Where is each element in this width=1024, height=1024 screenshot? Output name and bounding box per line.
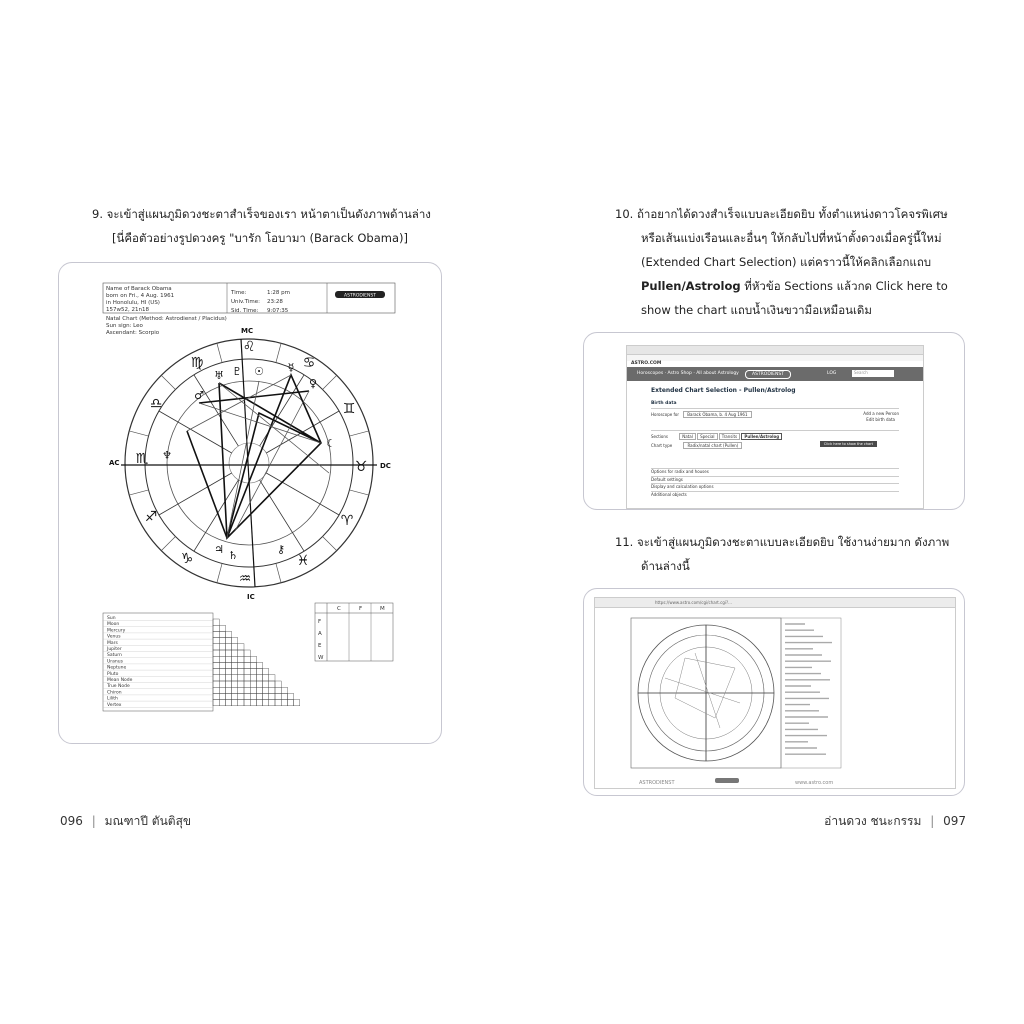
screenshot-detailed-chart — [583, 588, 965, 796]
sign-divider — [161, 375, 175, 389]
aspect-cell — [225, 675, 231, 681]
aspect-cell — [219, 650, 225, 656]
sign-divider — [161, 537, 175, 551]
aspect-cell — [232, 700, 238, 706]
tab-pullen-astrolog[interactable]: Pullen/Astrolog — [741, 433, 782, 440]
scorpio-icon: ♏ — [135, 451, 149, 467]
browser-tabbar — [627, 346, 923, 355]
aspect-cell — [213, 687, 219, 693]
aspect-cell — [287, 700, 293, 706]
aspect-cell — [219, 669, 225, 675]
aspect-cell — [213, 669, 219, 675]
display-options-link[interactable]: Display and calculation options — [651, 483, 899, 491]
browser-window — [626, 345, 924, 509]
aspect-cell — [213, 675, 219, 681]
aspect-cell — [232, 681, 238, 687]
sign-divider — [349, 431, 368, 436]
step-line: ที่หัวข้อ Sections แล้วกด Click here to — [740, 279, 948, 293]
aspect-cell — [213, 650, 219, 656]
aspect-cell — [219, 638, 225, 644]
options-list — [651, 468, 899, 498]
running-title-right: อ่านดวง ชนะกรรม — [824, 814, 922, 828]
aspect-cell — [232, 644, 238, 650]
aspect-cell — [256, 687, 262, 693]
aspect-cell — [238, 675, 244, 681]
aspect-cell — [263, 700, 269, 706]
aspect-cell — [219, 693, 225, 699]
aspect-cell — [244, 675, 250, 681]
aspect-cell — [244, 650, 250, 656]
aspect-cell — [213, 625, 219, 631]
step-line: หรือเส้นแบ่งเรือนและอื่นๆ ให้กลับไปที่หน้าตั้งดวงเมื่อครู่นี้ใหม่ — [641, 231, 942, 245]
step-bold: Pullen/Astrolog — [641, 279, 741, 293]
aspect-cell — [244, 681, 250, 687]
aspect-cell — [232, 662, 238, 668]
aspect-cell — [238, 681, 244, 687]
aspect-cell — [238, 644, 244, 650]
aspect-cell — [256, 700, 262, 706]
aspect-cell — [225, 631, 231, 637]
aspect-cell — [269, 687, 275, 693]
site-logo: ASTRODIENST — [745, 370, 791, 379]
aspect-cell — [213, 662, 219, 668]
header-sid-label: Sid. Time: — [231, 308, 259, 314]
planet-row-label: Lilith — [107, 696, 118, 702]
aspect-cell — [225, 669, 231, 675]
sign-divider — [276, 563, 281, 582]
aspect-cell — [225, 638, 231, 644]
planet-row-label: Vertex — [107, 702, 122, 708]
virgo-icon: ♍ — [190, 355, 204, 371]
aspect-cell — [225, 650, 231, 656]
aspect-cell — [263, 693, 269, 699]
login-link[interactable]: LOG — [827, 371, 837, 376]
chart-type-select[interactable]: Radix/natal chart (Pullen) — [683, 442, 742, 449]
sign-divider — [323, 537, 337, 551]
planet-row-label: Mercury — [107, 628, 126, 634]
page-number-left: 096 — [60, 814, 83, 828]
add-person-link[interactable]: Add a new Person — [863, 411, 899, 416]
sign-divider — [129, 490, 148, 495]
aspect-cell — [219, 625, 225, 631]
uranus-icon: ♅ — [214, 369, 224, 382]
astrodienst-brand: ASTRODIENST — [639, 780, 675, 786]
aspect-cell — [232, 669, 238, 675]
aspect-cell — [250, 700, 256, 706]
logo-text: ASTRODIENST — [344, 293, 376, 299]
header-name: Name of Barack Obama — [106, 286, 172, 292]
page-number-right: 097 — [943, 814, 966, 828]
aspect-cell — [281, 687, 287, 693]
aspect-cell — [213, 619, 219, 625]
header-sid: 9:07:35 — [267, 308, 289, 314]
planet-row-label: Chiron — [107, 690, 122, 696]
aspect-cell — [213, 656, 219, 662]
aspect-cell — [269, 693, 275, 699]
aspect-cell — [256, 675, 262, 681]
pisces-icon: ♓ — [296, 553, 310, 569]
venus-icon: ♀ — [308, 377, 318, 390]
detailed-chart-figure — [595, 608, 955, 788]
aspect-cell — [269, 675, 275, 681]
aspect-cell — [275, 693, 281, 699]
planet-row-label: Saturn — [107, 653, 122, 659]
aspect-cell — [244, 700, 250, 706]
elements-table — [315, 603, 393, 661]
step-number: 11. — [615, 535, 634, 549]
aspect-cell — [244, 656, 250, 662]
planet-row-label: Sun — [107, 616, 116, 621]
aspect-cell — [250, 681, 256, 687]
aspect-cell — [232, 656, 238, 662]
aspect-cell — [281, 693, 287, 699]
aspect-cell — [256, 681, 262, 687]
aspect-cell — [256, 669, 262, 675]
elements-col-f: F — [359, 606, 363, 612]
aspect-cell — [244, 662, 250, 668]
sign-divider — [349, 490, 368, 495]
planet-row-label: Venus — [107, 634, 121, 640]
aspect-cell — [244, 687, 250, 693]
aspect-cell — [213, 631, 219, 637]
header-time: 1:28 pm — [267, 290, 290, 296]
chart-type-label: Chart type — [651, 443, 673, 448]
aspect-cell — [213, 638, 219, 644]
header-univ: 23:28 — [267, 299, 283, 305]
default-settings-link[interactable]: Default settings — [651, 476, 899, 484]
libra-icon: ♎ — [149, 396, 163, 412]
header-coords: 157w52, 21n18 — [106, 307, 149, 313]
birth-data-row — [651, 408, 899, 422]
aspect-cell — [219, 631, 225, 637]
gemini-icon: ♊ — [342, 401, 356, 417]
aspect-cell — [219, 700, 225, 706]
planet-table — [103, 613, 213, 711]
aspect-cell — [269, 681, 275, 687]
saturn-icon: ♄ — [228, 549, 238, 562]
step-11 — [615, 530, 975, 578]
aspect-cell — [213, 693, 219, 699]
header-univ-label: Univ.Time: — [231, 299, 260, 305]
step-line: (Extended Chart Selection) แต่คราวนี้ให้คลิกเลือกแถบ — [641, 255, 932, 269]
sections-label: Sections — [651, 434, 668, 439]
site-url-footer: www.astro.com — [795, 780, 834, 786]
aspect-cell — [225, 681, 231, 687]
aspect-cell — [238, 650, 244, 656]
aspect-cell — [219, 687, 225, 693]
sections-row — [651, 430, 899, 462]
aspect-cell — [287, 693, 293, 699]
aspect-cell — [213, 681, 219, 687]
aspect-cell — [281, 700, 287, 706]
aspect-cell — [219, 675, 225, 681]
step-10 — [615, 202, 975, 322]
aspect-cell — [232, 675, 238, 681]
aspect-cell — [250, 675, 256, 681]
cancer-icon: ♋ — [302, 355, 316, 371]
planet-row-label: Jupiter — [107, 647, 122, 652]
aspect-cell — [275, 687, 281, 693]
sign-divider — [217, 343, 222, 362]
aspect-cell — [244, 693, 250, 699]
step-line: ด้านล่างนี้ — [641, 559, 690, 573]
header-place: in Honolulu, HI (US) — [106, 300, 160, 306]
planet-row-label: Uranus — [107, 659, 123, 665]
header-time-label: Time: — [231, 290, 247, 296]
aspect-cell — [250, 669, 256, 675]
screenshot-extended-selection — [583, 332, 965, 510]
aspect-cell — [256, 693, 262, 699]
sign-divider — [217, 563, 222, 582]
mc-label: MC — [241, 327, 254, 335]
tab-special[interactable]: Special — [697, 433, 717, 440]
browser-window — [594, 597, 956, 789]
aspect-cell — [213, 700, 219, 706]
aries-icon: ♈ — [340, 513, 354, 529]
horoscope-for-label: Horoscope for — [651, 412, 679, 417]
edit-person-link[interactable]: Edit birth data — [866, 417, 895, 422]
birth-data-heading: Birth data — [651, 401, 677, 406]
step-number: 9. — [92, 207, 103, 221]
running-title-left: มณฑาปี ตันติสุข — [104, 814, 192, 828]
aspect-cell — [225, 687, 231, 693]
additional-objects-link[interactable]: Additional objects — [651, 491, 899, 499]
elements-row-e: E — [318, 643, 322, 649]
aspect-cell — [238, 693, 244, 699]
mars-icon: ♂ — [194, 389, 204, 402]
aspect-cell — [225, 693, 231, 699]
aspect-cell — [232, 693, 238, 699]
step-line: จะเข้าสู่แผนภูมิดวงชะตาสำเร็จของเรา หน้าตาเป็นดังภาพด้านล่าง — [106, 207, 431, 221]
aspect-cell — [263, 675, 269, 681]
ac-label: AC — [109, 459, 120, 467]
chiron-icon: ⚷ — [276, 543, 286, 556]
search-input[interactable]: Search — [852, 370, 894, 377]
elements-row-f: F — [318, 619, 322, 625]
tab-natal[interactable]: Natal — [679, 433, 696, 440]
aspect-cell — [250, 656, 256, 662]
sagittarius-icon: ♐ — [144, 509, 158, 525]
aspect-cell — [238, 662, 244, 668]
aquarius-icon: ♒ — [238, 571, 252, 587]
aspect-cell — [232, 687, 238, 693]
person-select[interactable]: Barack Obama, b. 4 Aug 1961 — [683, 411, 751, 418]
moon-icon: ☾ — [326, 437, 336, 450]
mercury-icon: ☿ — [287, 361, 295, 374]
aspect-cell — [250, 662, 256, 668]
left-footer: 096 | มณฑาปี ตันติสุข — [60, 814, 192, 828]
step-line: ถ้าอยากได้ดวงสำเร็จแบบละเอียดยิบ ทั้งตำแหน่งดาวโคจรพิเศษ — [636, 207, 948, 221]
elements-col-m: M — [380, 606, 385, 612]
step-number: 10. — [615, 207, 634, 221]
aspect-cell — [238, 687, 244, 693]
planet-row-label: Mean Node — [107, 678, 133, 683]
taurus-icon: ♉ — [354, 459, 368, 475]
aspect-cell — [263, 687, 269, 693]
aspect-cell — [250, 693, 256, 699]
aspect-cell — [225, 700, 231, 706]
jupiter-icon: ♃ — [214, 543, 224, 556]
right-footer: อ่านดวง ชนะกรรม | 097 — [824, 814, 966, 828]
aspect-cell — [263, 681, 269, 687]
aspect-cell — [232, 650, 238, 656]
show-chart-button[interactable]: Click here to show the chart — [820, 441, 877, 447]
sun-icon: ☉ — [254, 365, 264, 378]
aspect-cell — [275, 700, 281, 706]
aspect-cell — [219, 681, 225, 687]
header-born: born on Fri., 4 Aug. 1961 — [106, 293, 175, 299]
planet-row-label: Pluto — [107, 671, 119, 677]
chart-wheel — [109, 327, 391, 601]
aspect-cell — [219, 662, 225, 668]
capricorn-icon: ♑ — [180, 551, 194, 567]
ascendant-line: Ascendant: Scorpio — [106, 330, 160, 336]
browser-address-bar[interactable] — [595, 598, 955, 608]
sign-divider — [276, 343, 281, 362]
elements-row-a: A — [318, 631, 322, 637]
aspect-cell — [232, 638, 238, 644]
aspect-grid — [213, 619, 300, 706]
planet-row-label: Neptune — [107, 665, 127, 671]
pluto-icon: ♇ — [232, 365, 242, 378]
aspect-cell — [294, 700, 300, 706]
aspect-cell — [269, 700, 275, 706]
site-nav — [627, 367, 923, 381]
natal-chart-figure — [59, 263, 441, 743]
aspect-cell — [219, 644, 225, 650]
chart-logo-badge — [715, 778, 739, 783]
method-line: Natal Chart (Method: Astrodienst / Placidus) — [106, 316, 227, 322]
aspect-cell — [225, 656, 231, 662]
step-line: จะเข้าสู่แผนภูมิดวงชะตาแบบละเอียดยิบ ใช้งานง่ายมาก ดังภาพ — [636, 535, 950, 549]
aspect-cell — [238, 700, 244, 706]
elements-row-w: W — [318, 655, 324, 661]
sun-sign-line: Sun sign: Leo — [106, 323, 143, 329]
tab-transits[interactable]: Transits — [719, 433, 740, 440]
aspect-cell — [250, 687, 256, 693]
step-line: show the chart แถบน้ำเงินขวามือเหมือนเดิม — [641, 303, 872, 317]
aspect-cell — [244, 669, 250, 675]
aspect-cell — [238, 656, 244, 662]
leo-icon: ♌ — [242, 339, 256, 355]
aspect-cell — [225, 662, 231, 668]
aspect-cell — [225, 644, 231, 650]
options-link[interactable]: Options for radix and houses — [651, 468, 899, 476]
elements-col-c: C — [337, 606, 341, 612]
sign-divider — [323, 375, 337, 389]
planet-row-label: Mars — [107, 640, 118, 646]
site-nav-links[interactable]: Horoscopes · Astro Shop · All about Astrology — [637, 371, 739, 376]
aspect-cell — [275, 681, 281, 687]
aspect-cell — [256, 662, 262, 668]
ic-label: IC — [247, 593, 255, 601]
dc-label: DC — [380, 462, 391, 470]
aspect-cell — [219, 656, 225, 662]
planet-row-label: Moon — [107, 622, 120, 628]
step-9 — [92, 202, 452, 250]
natal-chart-frame — [58, 262, 442, 744]
step-line: [นี่คือตัวอย่างรูปดวงครู "บารัก โอบามา (Barack Obama)] — [112, 231, 408, 245]
planet-row-label: True Node — [107, 684, 130, 690]
site-name: ASTRO.COM — [631, 361, 662, 366]
aspect-cell — [238, 669, 244, 675]
neptune-icon: ♆ — [162, 449, 172, 462]
url-text: https://www.astro.com/cgi/chart.cgi?... — [655, 600, 732, 605]
aspect-cell — [263, 669, 269, 675]
sign-divider — [129, 431, 148, 436]
aspect-cell — [213, 644, 219, 650]
page-title: Extended Chart Selection - Pullen/Astrolog — [651, 387, 796, 394]
